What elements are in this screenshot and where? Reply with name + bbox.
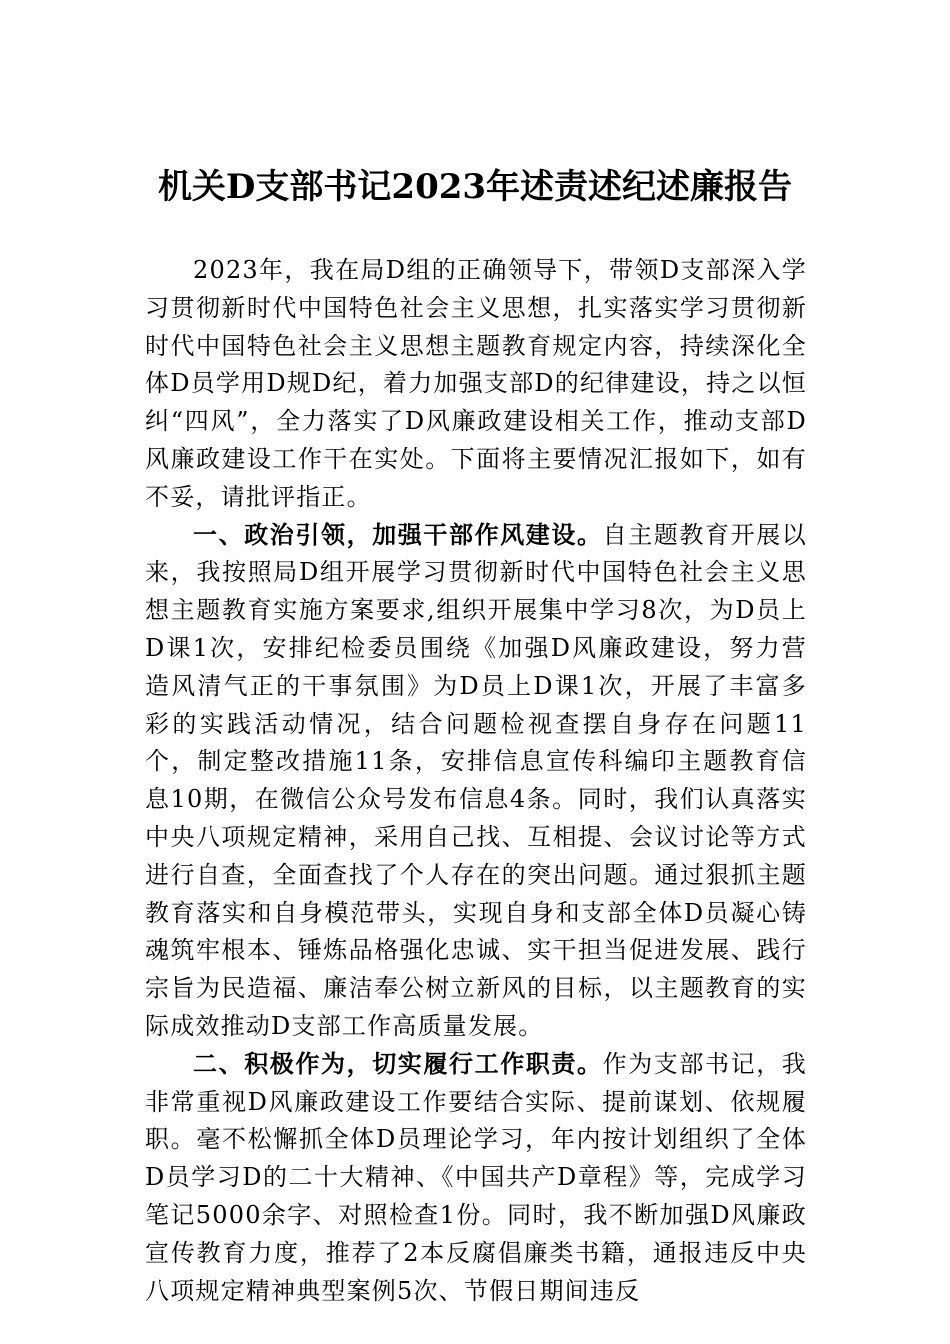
paragraph-section-2	[145, 1046, 807, 1311]
section-1-heading: 一、政治引领，加强干部作风建设。	[193, 520, 603, 549]
paragraph-section-1	[145, 517, 807, 1046]
document-title: 机关D支部书记2023年述责述纪述廉报告	[157, 167, 793, 207]
paragraph-intro-text: 2023年，我在局D组的正确领导下，带领D支部深入学习贯彻新时代中国特色社会主义思想，扎实落实学习贯彻新时代中国特色社会主义思想主题教育规定内容，持续深化全体D员学用D规D纪，着力加强支部D的纪律建设，持之以恒纠“四风”，全力落实了D风廉政建设相关工作，推动支部D风廉政建设工作干在实处。下面将主要情况汇报如下，如有不妥，请批评指正。	[145, 256, 807, 511]
section-2-heading: 二、积极作为，切实履行工作职责。	[193, 1049, 603, 1078]
section-1-text: 自主题教育开展以来，我按照局D组开展学习贯彻新时代中国特色社会主义思想主题教育实施方案要求,组织开展集中学习8次，为D员上D课1次，安排纪检委员围绕《加强D风廉政建设，努力营造风清气正的干事氛围》为D员上D课1次，开展了丰富多彩的实践活动情况，结合问题检视查摆自身存在问题11个，制定整改措施11条，安排信息宣传科编印主题教育信息10期，在微信公众号发布信息4条。同时，我们认真落实中央八项规定精神，采用自己找、互相提、会议讨论等方式进行自查，全面查找了个人存在的突出问题。通过狠抓主题教育落实和自身模范带头，实现自身和支部全体D员凝心铸魂筑牢根本、锤炼品格强化忠诚、实干担当促进发展、践行宗旨为民造福、廉洁奉公树立新风的目标，以主题教育的实际成效推动D支部工作高质量发展。	[145, 520, 807, 1040]
section-2-text: 作为支部书记，我非常重视D风廉政建设工作要结合实际、提前谋划、依规履职。毫不松懈抓全体D员理论学习，年内按计划组织了全体D员学习D的二十大精神、《中国共产D章程》等，完成学习笔记5000余字、对照检查1份。同时，我不断加强D风廉政宣传教育力度，推荐了2本反腐倡廉类书籍，通报违反中央八项规定精神典型案例5次、节假日期间违反	[145, 1049, 807, 1305]
paragraph-intro	[145, 252, 807, 517]
document-body	[145, 252, 807, 1310]
